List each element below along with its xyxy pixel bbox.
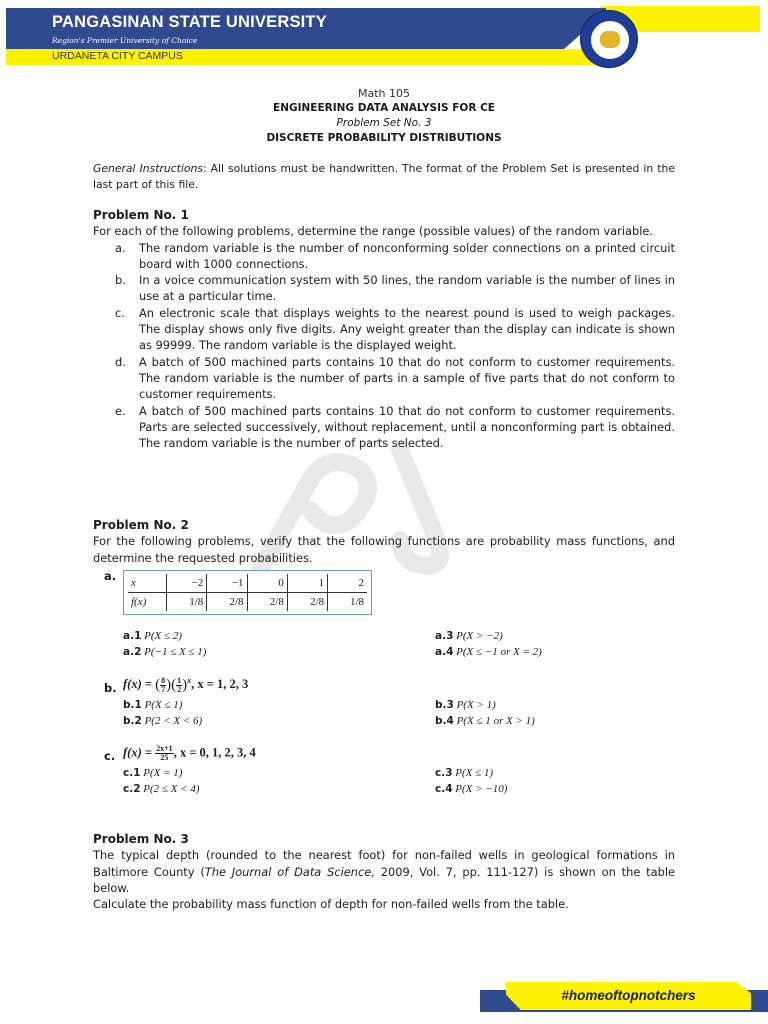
function-b: f(x) = ( $\frac{8}{7}$ )( $\frac{1}{2}$ )$^x$, x = 1, 2, 3 — [123, 675, 249, 694]
pmf-table-a — [123, 570, 372, 615]
question-c4: c.4 P(X > −10) — [435, 783, 508, 795]
question-c3: c.3 P(X ≤ 1) — [435, 767, 494, 779]
campus-name: URDANETA CITY CAMPUS — [52, 50, 183, 62]
list-item: d. A batch of 500 machined parts contains 10 that do not conform to customer requirements. The random variable is the number of parts in a sample of five parts that do not conform to customer requirements. — [115, 354, 675, 402]
problem-3-description: The typical depth (rounded to the nearest foot) for non-failed wells in geological formations in Baltimore County (The Journal of Data Science, 2009, Vol. 7, pp. 111-127) is shown on the table below. — [93, 848, 676, 895]
question-a2: a.2 P(−1 ≤ X ≤ 1) — [123, 646, 207, 658]
university-header-banner — [0, 0, 768, 72]
function-c: f(x) = $\frac{2x+1}{25}$ , x = 0, 1, 2, 3, 4 — [123, 744, 256, 762]
problem-2 — [93, 517, 675, 566]
general-instructions — [93, 161, 675, 192]
question-a3: a.3 P(X > −2) — [435, 630, 503, 642]
question-c1: c.1 P(X = 1) — [123, 767, 183, 779]
list-item: b. In a voice communication system with 50 lines, the random variable is the number of lines in use at a particular time. — [115, 273, 675, 304]
problem-3 — [93, 831, 675, 912]
question-b2: b.2 P(2 < X < 6) — [123, 715, 203, 727]
lion-emblem-icon — [600, 31, 620, 48]
part-c-label: c. — [104, 749, 116, 763]
list-item: a. The random variable is the number of nonconforming solder connections on a printed circuit board with 1000 connections. — [115, 240, 675, 271]
part-b-label: b. — [104, 681, 117, 695]
problem-1-items — [93, 240, 675, 452]
question-a4: a.4 P(X ≤ −1 or X = 2) — [435, 646, 542, 658]
problem-set-number: Problem Set No. 3 — [336, 117, 432, 129]
problem-3-task: Calculate the probability mass function of depth for non-failed wells from the table. — [93, 897, 569, 912]
problem-2-heading: Problem No. 2 — [93, 518, 189, 532]
problem-3-heading: Problem No. 3 — [93, 832, 189, 846]
question-a1: a.1 P(X ≤ 2) — [123, 630, 182, 642]
university-motto: Region's Premier University of Choice — [52, 36, 198, 45]
problem-1-intro: For each of the following problems, determine the range (possible values) of the random variable. — [93, 224, 654, 239]
instructions-text: : All solutions must be handwritten. The format of the Problem Set is presented in the last part of this file. — [93, 162, 675, 191]
problem-1 — [93, 207, 675, 451]
question-c2: c.2 P(2 ≤ X < 4) — [123, 783, 200, 795]
question-b1: b.1 P(X ≤ 1) — [123, 699, 183, 711]
journal-citation: The Journal of Data Science, — [204, 864, 375, 879]
question-b4: b.4 P(X ≤ 1 or X > 1) — [435, 715, 535, 727]
part-a-label: a. — [104, 569, 117, 583]
instructions-label: General Instructions — [93, 162, 203, 175]
footer-hashtag: #homeoftopnotchers — [561, 988, 696, 1003]
table-row: f(x) 1/8 2/8 2/8 2/8 1/8 — [128, 593, 367, 612]
problem-1-heading: Problem No. 1 — [93, 208, 189, 222]
document-title-block — [0, 86, 768, 146]
topic-title: DISCRETE PROBABILITY DISTRIBUTIONS — [266, 132, 502, 144]
list-item: c. An electronic scale that displays weights to the nearest pound is used to weigh packages. The display shows only five digits. Any weight greater than the display can indicate is shown as 99999. The random variable is the displayed weight. — [115, 305, 675, 353]
problem-2-intro: For the following problems, verify that the following functions are probability mass functions, and determine the requested probabilities. — [93, 534, 675, 565]
list-item: e. A batch of 500 machined parts contains 10 that do not conform to customer requirements. Parts are selected successively, without replacement, until a nonconforming part is obtained. The random variable is the number of parts selected. — [115, 403, 675, 451]
university-seal-icon — [580, 10, 638, 68]
university-name: PANGASINAN STATE UNIVERSITY — [52, 13, 327, 31]
course-code: Math 105 — [357, 87, 410, 100]
question-b3: b.3 P(X > 1) — [435, 699, 496, 711]
subject-title: ENGINEERING DATA ANALYSIS FOR CE — [273, 102, 495, 114]
table-row: x −2 −1 0 1 2 — [128, 574, 367, 593]
